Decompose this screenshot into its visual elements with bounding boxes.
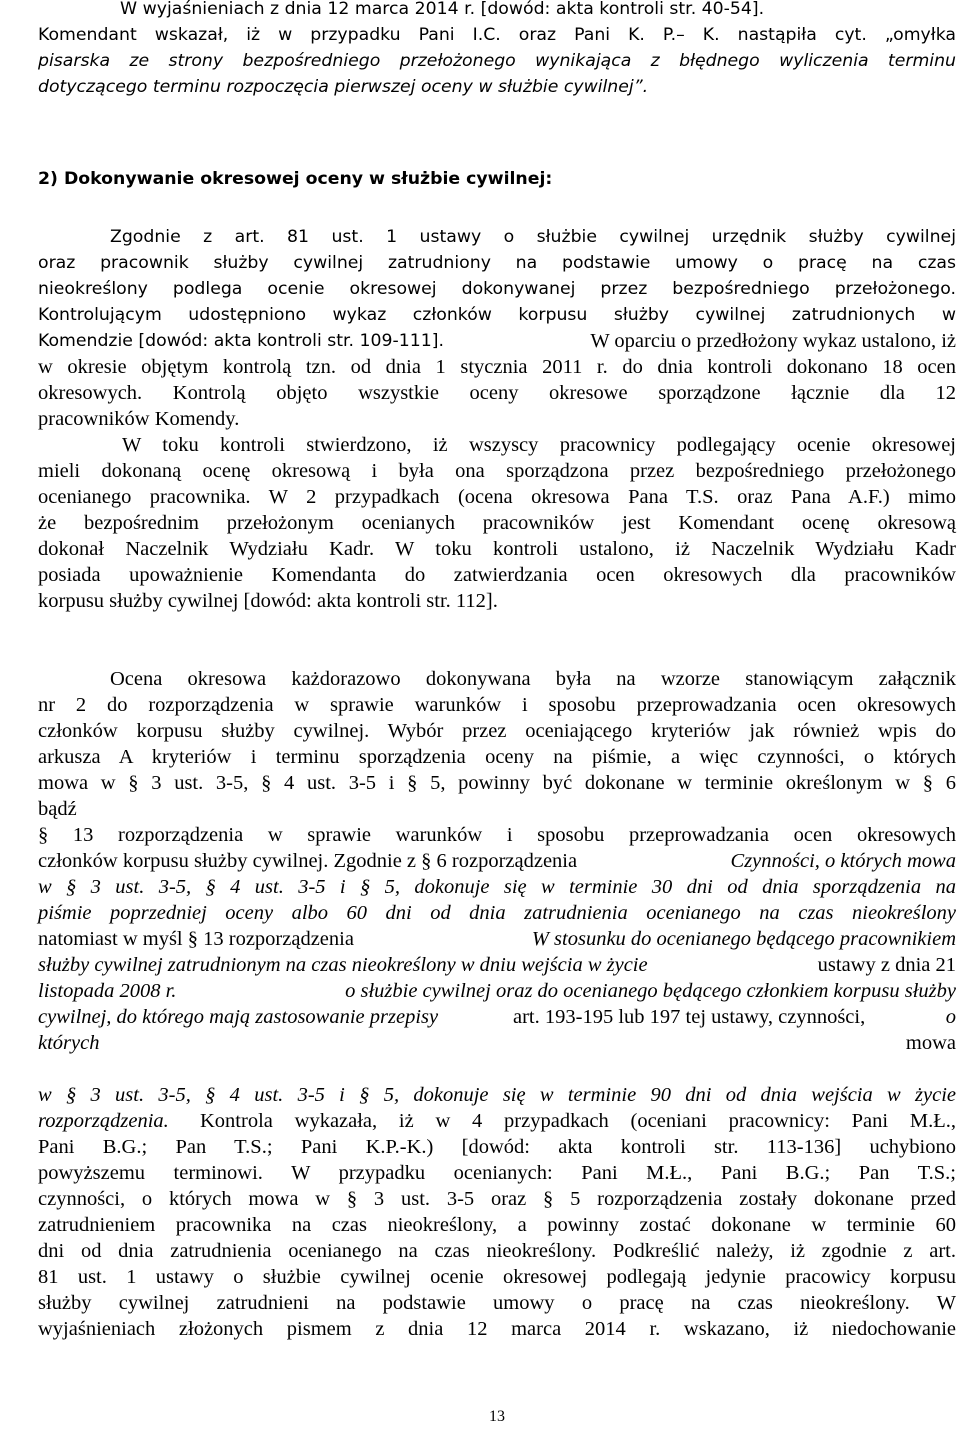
p3-line-23: 81 ust. 1 ustawy o służbie cywilnej ocenie okresowej podlegają jedynie pracowicy korpusu — [38, 1266, 956, 1288]
p1-line-4: Kontrolującym udostępniono wykaz członków korpusu służby cywilnej zatrudnionych w — [38, 305, 956, 325]
p3-line-14a: cywilnej, do którego mają zastosowanie przepisy — [38, 1006, 439, 1028]
p2-line-4: że bezpośrednim przełożonym ocenianych pracowników jest Komendant ocenę okresową — [38, 512, 956, 534]
p1-line-7: okresowych. Kontrolą objęto wszystkie oceny okresowe sporządzone łącznie dla 12 — [38, 382, 956, 404]
p2-line-6: posiada upoważnienie Komendanta do zatwierdzania ocen okresowych dla pracowników — [38, 564, 956, 586]
p3-line-14b: art. 193-195 lub 197 tej ustawy, czynności, — [513, 1006, 866, 1028]
p3-line-8a: członków korpusu służby cywilnej. Zgodnie z § 6 rozporządzenia — [38, 850, 578, 872]
p3-line-3: członków korpusu służby cywilnej. Wybór przez oceniającego kryteriów jak również wpis do — [38, 720, 956, 742]
p3-line-17b: Kontrola wykazała, iż w 4 przypadkach (oceniani pracownicy: Pani M.Ł., — [200, 1110, 956, 1132]
p3-line-11b: W stosunku do ocenianego będącego pracownikiem — [531, 928, 956, 950]
p3-line-1: Ocena okresowa każdorazowo dokonywana była na wzorze stanowiącym załącznik — [110, 668, 956, 690]
p2-line-3: ocenianego pracownika. W 2 przypadkach (ocena okresowa Pana T.S. oraz Pana A.F.) mimo — [38, 486, 956, 508]
p1-line-6: w okresie objętym kontrolą tzn. od dnia 1 stycznia 2011 r. do dnia kontroli dokonano 18 ocen — [38, 356, 956, 378]
p3-line-6: bądź — [38, 798, 77, 820]
p3-line-15b: mowa — [905, 1032, 956, 1054]
p3-line-10: piśmie poprzedniej oceny albo 60 dni od dnia zatrudnienia ocenianego na czas nieokreślony — [38, 902, 956, 924]
p3-line-22: dni od dnia zatrudnienia ocenianego na czas nieokreślony. Podkreślić należy, iż zgodnie z art. — [38, 1240, 956, 1262]
intro-line-2: Komendant wskazał, iż w przypadku Pani I.C. oraz Pani K. P.– K. nastąpiła cyt. „omyłka — [38, 25, 956, 45]
p3-line-19: powyższemu terminowi. W przypadku ocenianych: Pani M.Ł., Pani B.G.; Pan T.S.; — [38, 1162, 956, 1184]
page-number: 13 — [489, 1408, 505, 1425]
p3-line-18: Pani B.G.; Pan T.S.; Pani K.P.-K.) [dowód: akta kontroli str. 113-136] uchybiono — [38, 1136, 956, 1158]
p2-line-2: mieli dokonaną ocenę okresową i była ona sporządzona przez bezpośredniego przełożonego — [38, 460, 956, 482]
p3-line-8b: Czynności, o których mowa — [730, 850, 956, 872]
p1-line-3: nieokreślony podlega ocenie okresowej dokonywanej przez bezpośredniego przełożonego. — [38, 279, 956, 299]
p3-line-12b: ustawy z dnia 21 — [817, 954, 956, 976]
p3-line-4: arkusza A kryteriów i terminu sporządzenia oceny na piśmie, a więc czynności, o których — [38, 746, 956, 768]
p3-line-15a: których — [38, 1032, 100, 1054]
p2-line-5: dokonał Naczelnik Wydziału Kadr. W toku kontroli ustalono, iż Naczelnik Wydziału Kadr — [38, 538, 956, 560]
p3-line-13b: o służbie cywilnej oraz do ocenianego będącego członkiem korpusu służby — [345, 980, 956, 1002]
p3-line-25: wyjaśnieniach złożonych pismem z dnia 12 marca 2014 r. wskazano, iż niedochowanie — [38, 1318, 956, 1340]
p3-line-9: w § 3 ust. 3-5, § 4 ust. 3-5 i § 5, dokonuje się w terminie 30 dni od dnia sporządzenia na — [38, 876, 956, 898]
p3-line-20: czynności, o których mowa w § 3 ust. 3-5 oraz § 5 rozporządzenia zostały dokonane przed — [38, 1188, 956, 1210]
section-heading: 2) Dokonywanie okresowej oceny w służbie cywilnej: — [38, 169, 553, 189]
p3-line-21: zatrudnieniem pracownika na czas nieokreślony, a powinny zostać dokonane w terminie 60 — [38, 1214, 956, 1236]
p3-line-12a: służby cywilnej zatrudnionym na czas nieokreślony w dniu wejścia w życie — [38, 954, 648, 976]
intro-line-3: pisarska ze strony bezpośredniego przełożonego wynikająca z błędnego wyliczenia terminu — [38, 51, 956, 71]
p1-line-5b: W oparciu o przedłożony wykaz ustalono, iż — [590, 330, 956, 352]
p3-line-24: służby cywilnej zatrudnieni na podstawie umowy o pracę na czas nieokreślony. W — [38, 1292, 956, 1314]
intro-line-1: W wyjaśnieniach z dnia 12 marca 2014 r. [dowód: akta kontroli str. 40-54]. — [120, 0, 765, 19]
p3-line-17a: rozporządzenia. — [38, 1110, 169, 1132]
p1-line-2: oraz pracownik służby cywilnej zatrudniony na podstawie umowy o pracę na czas — [38, 253, 956, 273]
p1-line-1: Zgodnie z art. 81 ust. 1 ustawy o służbie cywilnej urzędnik służby cywilnej — [110, 227, 956, 247]
p3-line-7: § 13 rozporządzenia w sprawie warunków i sposobu przeprowadzania ocen okresowych — [38, 824, 956, 846]
intro-line-4: dotyczącego terminu rozpoczęcia pierwszej oceny w służbie cywilnej”. — [38, 77, 649, 97]
p3-line-13a: listopada 2008 r. — [38, 980, 177, 1002]
p2-line-7: korpusu służby cywilnej [dowód: akta kontroli str. 112]. — [38, 590, 498, 612]
p2-line-1: W toku kontroli stwierdzono, iż wszyscy pracownicy podlegający ocenie okresowej — [122, 434, 956, 456]
p3-line-14c: o — [945, 1006, 956, 1028]
p1-line-8: pracowników Komendy. — [38, 408, 240, 430]
p3-line-16: w § 3 ust. 3-5, § 4 ust. 3-5 i § 5, dokonuje się w terminie 90 dni od dnia wejścia w życie — [38, 1084, 956, 1106]
p3-line-5: mowa w § 3 ust. 3-5, § 4 ust. 3-5 i § 5, powinny być dokonane w terminie określonym w § 6 — [38, 772, 956, 794]
p3-line-11a: natomiast w myśl § 13 rozporządzenia — [38, 928, 354, 950]
p1-line-5a: Komendzie [dowód: akta kontroli str. 109-111]. — [38, 331, 444, 351]
p3-line-2: nr 2 do rozporządzenia w sprawie warunków i sposobu przeprowadzania ocen okresowych — [38, 694, 956, 716]
